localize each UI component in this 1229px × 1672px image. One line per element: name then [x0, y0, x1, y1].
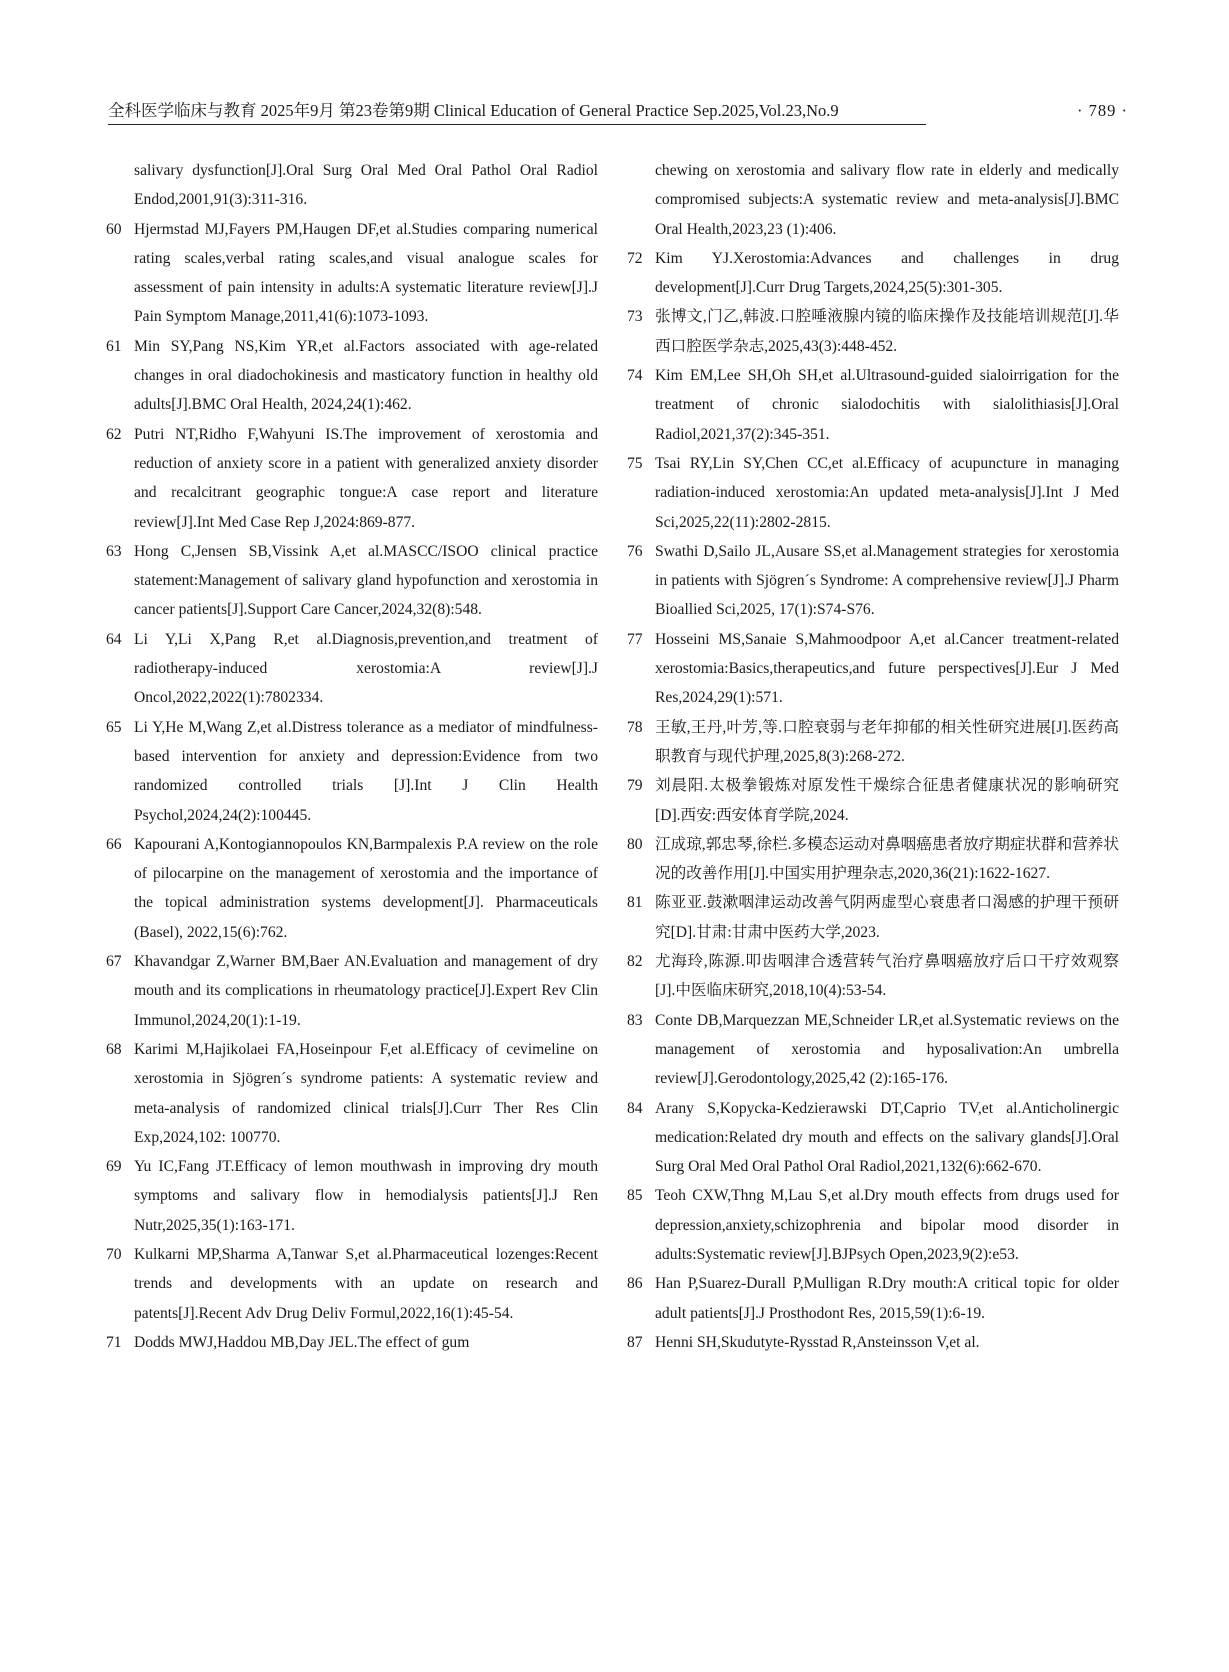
- journal-info: 全科医学临床与教育 2025年9月 第23卷第9期 Clinical Education of General Practice Sep.2025,Vol.23,No.9: [108, 101, 839, 120]
- reference-number: 68: [106, 1040, 122, 1058]
- reference-text: Henni SH,Skudutyte-Rysstad R,Ansteinsson V,et al.: [655, 1333, 980, 1351]
- reference-number: 63: [106, 542, 122, 560]
- reference-item: [106, 830, 598, 947]
- reference-text: Yu IC,Fang JT.Efficacy of lemon mouthwash in improving dry mouth symptoms and salivary flow in hemodialysis patients[J].J Ren Nutr,2025,35(1):163-171.: [134, 1158, 598, 1234]
- reference-text: Kapourani A,Kontogiannopoulos KN,Barmpalexis P.A review on the role of pilocarpine on the management of xerostomia and the importance of the topical administration systems development[J]. Pharmaceuticals (Basel), 2022,15(6):762.: [134, 835, 598, 941]
- reference-number: 62: [106, 425, 122, 443]
- reference-number: 71: [106, 1333, 122, 1351]
- right-column: [627, 156, 1119, 1357]
- reference-item: [106, 332, 598, 420]
- reference-text: Tsai RY,Lin SY,Chen CC,et al.Efficacy of acupuncture in managing radiation-induced xerostomia:An updated meta-analysis[J].Int J Med Sci,2025,22(11):2802-2815.: [655, 454, 1119, 531]
- reference-item: [627, 244, 1119, 303]
- reference-number: 87: [627, 1333, 643, 1351]
- reference-text: Hjermstad MJ,Fayers PM,Haugen DF,et al.Studies comparing numerical rating scales,verbal rating scales,and visual analogue scales for assessment of pain intensity in adults:A systematic literature review[J].J Pain Symptom Manage,2011,41(6):1073-1093.: [134, 220, 598, 326]
- reference-text: 尤海玲,陈源.叩齿咽津合透营转气治疗鼻咽癌放疗后口干疗效观察[J].中医临床研究,2018,10(4):53-54.: [655, 953, 1119, 1000]
- reference-text: 王敏,王丹,叶芳,等.口腔衰弱与老年抑郁的相关性研究进展[J].医药高职教育与现代护理,2025,8(3):268-272.: [655, 718, 1119, 765]
- running-header: [108, 96, 1128, 126]
- reference-number: 75: [627, 454, 643, 472]
- left-column: [106, 156, 598, 1357]
- reference-item: [627, 830, 1119, 889]
- reference-item: [627, 1269, 1119, 1328]
- reference-text: Putri NT,Ridho F,Wahyuni IS.The improvement of xerostomia and reduction of anxiety score in a patient with generalized anxiety disorder and recalcitrant geographic tongue:A case report and literature review[J].Int Med Case Rep J,2024:869-877.: [134, 425, 598, 531]
- reference-text: Teoh CXW,Thng M,Lau S,et al.Dry mouth effects from drugs used for depression,anxiety,schizophrenia and bipolar mood disorder in adults:Systematic review[J].BJPsych Open,2023,9(2):e53.: [655, 1187, 1119, 1263]
- reference-number: 85: [627, 1187, 643, 1205]
- reference-text: Kim YJ.Xerostomia:Advances and challenges in drug development[J].Curr Drug Targets,2024,25(5):301-305.: [655, 249, 1119, 297]
- reference-number: 81: [627, 894, 643, 912]
- reference-text: Kulkarni MP,Sharma A,Tanwar S,et al.Pharmaceutical lozenges:Recent trends and developments with an update on research and patents[J].Recent Adv Drug Deliv Formul,2022,16(1):45-54.: [134, 1245, 598, 1322]
- reference-item: [627, 1328, 1119, 1357]
- reference-text: Arany S,Kopycka-Kedzierawski DT,Caprio TV,et al.Anticholinergic medication:Related dry mouth and effects on the salivary glands[J].Oral Surg Oral Med Oral Pathol Oral Radiol,2021,132(6):662-670.: [655, 1099, 1119, 1176]
- reference-text: Hong C,Jensen SB,Vissink A,et al.MASCC/ISOO clinical practice statement:Management of salivary gland hypofunction and xerostomia in cancer patients[J].Support Care Cancer,2024,32(8):548.: [134, 542, 598, 619]
- reference-number: 66: [106, 835, 122, 853]
- reference-item: [106, 713, 598, 830]
- reference-text: Han P,Suarez-Durall P,Mulligan R.Dry mouth:A critical topic for older adult patients[J].J Prosthodont Res, 2015,59(1):6-19.: [655, 1275, 1119, 1322]
- reference-text: 陈亚亚.鼓漱咽津运动改善气阴两虚型心衰患者口渴感的护理干预研究[D].甘肃:甘肃中医药大学,2023.: [655, 894, 1119, 941]
- reference-item: [106, 1240, 598, 1328]
- reference-number: 65: [106, 718, 122, 736]
- reference-item: [106, 1152, 598, 1240]
- reference-text: Karimi M,Hajikolaei FA,Hoseinpour F,et al.Efficacy of cevimeline on xerostomia in Sjögren´s syndrome patients: A systematic review and meta-analysis of randomized clinical trials[J].Curr Ther Res Clin Exp,2024,102: 100770.: [134, 1040, 598, 1146]
- reference-text: Swathi D,Sailo JL,Ausare SS,et al.Management strategies for xerostomia in patients with Sjögren´s Syndrome: A comprehensive review[J].J Pharm Bioallied Sci,2025, 17(1):S74-S76.: [655, 542, 1119, 619]
- reference-number: 72: [627, 249, 643, 267]
- reference-item: [627, 302, 1119, 361]
- reference-item: [106, 625, 598, 713]
- reference-number: 73: [627, 308, 643, 326]
- page-number: · 789 ·: [1077, 101, 1128, 120]
- reference-text: 张博文,门乙,韩波.口腔唾液腺内镜的临床操作及技能培训规范[J].华西口腔医学杂志,2025,43(3):448-452.: [655, 308, 1119, 355]
- reference-text: Min SY,Pang NS,Kim YR,et al.Factors associated with age-related changes in oral diadochokinesis and masticatory function in healthy old adults[J].BMC Oral Health, 2024,24(1):462.: [134, 337, 598, 414]
- reference-number: 82: [627, 953, 643, 971]
- reference-number: 77: [627, 630, 643, 648]
- reference-text: Dodds MWJ,Haddou MB,Day JEL.The effect of gum: [134, 1333, 470, 1351]
- reference-text: 刘晨阳.太极拳锻炼对原发性干燥综合征患者健康状况的影响研究[D].西安:西安体育学院,2024.: [655, 777, 1119, 824]
- reference-number: 67: [106, 953, 122, 971]
- reference-number: 76: [627, 542, 643, 560]
- reference-text: chewing on xerostomia and salivary flow rate in elderly and medically compromised subjects:A systematic review and meta-analysis[J].BMC Oral Health,2023,23 (1):406.: [655, 162, 1119, 238]
- reference-item: [627, 771, 1119, 830]
- reference-item: [627, 713, 1119, 772]
- reference-item: [627, 361, 1119, 449]
- reference-item: [627, 449, 1119, 537]
- reference-number: 61: [106, 337, 122, 355]
- reference-item: [106, 156, 598, 215]
- reference-number: 69: [106, 1158, 122, 1176]
- reference-item: [627, 537, 1119, 625]
- reference-text: 江成琼,郭忠琴,徐栏.多模态运动对鼻咽癌患者放疗期症状群和营养状况的改善作用[J].中国实用护理杂志,2020,36(21):1622-1627.: [655, 835, 1119, 883]
- reference-item: [627, 1181, 1119, 1269]
- reference-number: 74: [627, 367, 643, 385]
- reference-item: [106, 420, 598, 537]
- reference-text: Hosseini MS,Sanaie S,Mahmoodpoor A,et al.Cancer treatment-related xerostomia:Basics,therapeutics,and future perspectives[J].Eur J Med Res,2024,29(1):571.: [655, 630, 1119, 707]
- reference-number: 70: [106, 1245, 122, 1263]
- reference-text: Khavandgar Z,Warner BM,Baer AN.Evaluation and management of dry mouth and its complications in rheumatology practice[J].Expert Rev Clin Immunol,2024,20(1):1-19.: [134, 953, 598, 1029]
- reference-number: 60: [106, 220, 122, 238]
- header-rule: [108, 124, 926, 125]
- reference-item: [106, 1035, 598, 1152]
- reference-number: 80: [627, 835, 643, 853]
- reference-item: [627, 1006, 1119, 1094]
- reference-number: 86: [627, 1275, 643, 1293]
- reference-item: [106, 215, 598, 332]
- reference-item: [627, 888, 1119, 947]
- reference-text: salivary dysfunction[J].Oral Surg Oral Med Oral Pathol Oral Radiol Endod,2001,91(3):311-316.: [134, 162, 598, 209]
- reference-item: [627, 1094, 1119, 1182]
- reference-item: [106, 537, 598, 625]
- reference-item: [106, 1328, 598, 1357]
- reference-text: Kim EM,Lee SH,Oh SH,et al.Ultrasound-guided sialoirrigation for the treatment of chronic sialodochitis with sialolithiasis[J].Oral Radiol,2021,37(2):345-351.: [655, 367, 1119, 443]
- reference-number: 83: [627, 1011, 643, 1029]
- reference-number: 64: [106, 630, 122, 648]
- reference-item: [627, 947, 1119, 1006]
- reference-item: [627, 156, 1119, 244]
- reference-item: [627, 625, 1119, 713]
- reference-number: 84: [627, 1099, 643, 1117]
- reference-number: 78: [627, 718, 643, 736]
- reference-text: Li Y,Li X,Pang R,et al.Diagnosis,prevention,and treatment of radiotherapy-induced xerostomia:A review[J].J Oncol,2022,2022(1):7802334.: [134, 630, 598, 707]
- reference-number: 79: [627, 777, 643, 795]
- reference-text: Conte DB,Marquezzan ME,Schneider LR,et al.Systematic reviews on the management of xerostomia and hyposalivation:An umbrella review[J].Gerodontology,2025,42 (2):165-176.: [655, 1011, 1119, 1088]
- reference-text: Li Y,He M,Wang Z,et al.Distress tolerance as a mediator of mindfulness-based intervention for anxiety and depression:Evidence from two randomized controlled trials [J].Int J Clin Health Psychol,2024,24(2):100445.: [134, 718, 598, 824]
- reference-item: [106, 947, 598, 1035]
